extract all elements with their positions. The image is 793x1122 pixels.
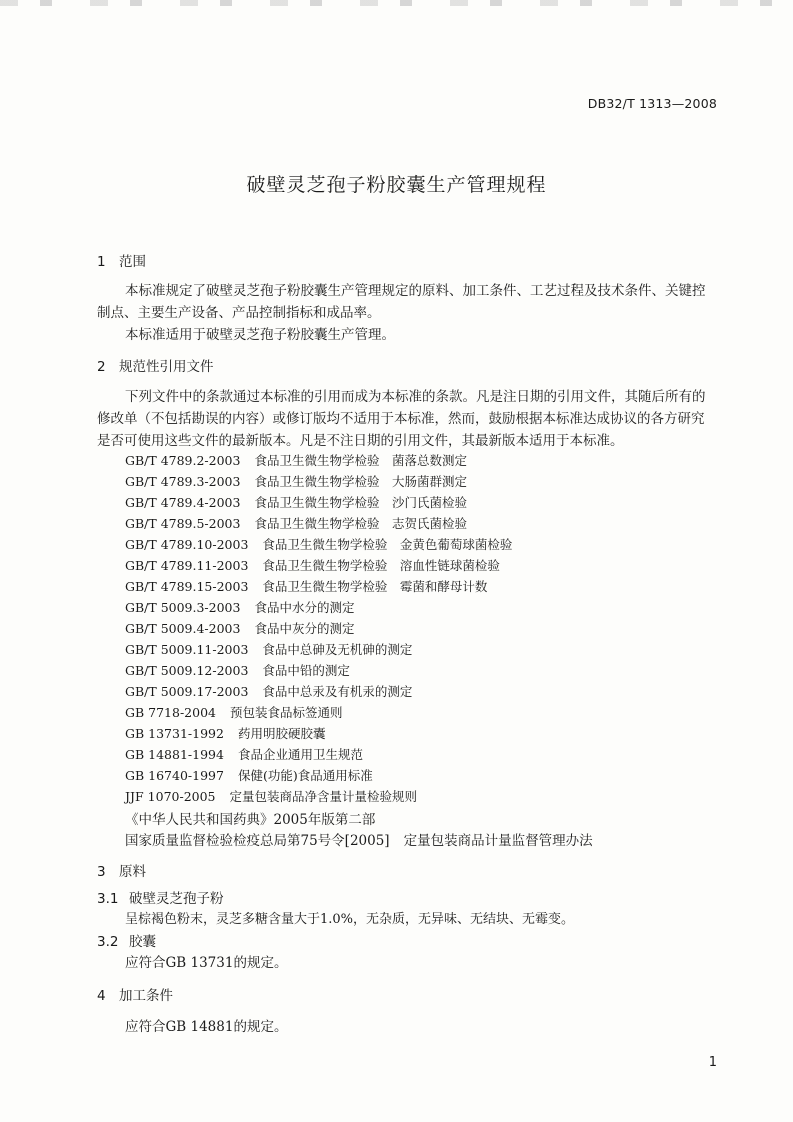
section-title: 原料 xyxy=(119,864,146,880)
reference-title: 食品卫生微生物学检验 溶血性链球菌检验 xyxy=(262,558,500,573)
reference-code: GB/T 4789.3-2003 xyxy=(125,474,241,489)
reference-code: GB/T 5009.11-2003 xyxy=(125,642,249,657)
paragraph-line: 下列文件中的条款通过本标准的引用而成为本标准的条款。凡是注日期的引用文件，其随后所有的 xyxy=(125,389,706,405)
reference-item xyxy=(125,535,512,553)
reference-title: 食品卫生微生物学检验 菌落总数测定 xyxy=(254,453,467,468)
reference-item xyxy=(125,577,487,595)
standard-number: DB32/T 1313—2008 xyxy=(587,96,717,111)
reference-title: 预包装食品标签通则 xyxy=(230,705,343,720)
paragraph-line: 本标准适用于破壁灵芝孢子粉胶囊生产管理。 xyxy=(125,327,395,343)
page-number: 1 xyxy=(708,1055,717,1070)
paragraph-line: 呈棕褐色粉末，灵芝多糖含量大于1.0%，无杂质，无异味、无结块、无霉变。 xyxy=(125,912,575,927)
subsection-number: 3.2 xyxy=(97,934,119,950)
reference-item xyxy=(125,682,412,700)
reference-item xyxy=(125,514,467,532)
section-1-heading xyxy=(97,250,146,270)
reference-title: 食品卫生微生物学检验 沙门氏菌检验 xyxy=(254,495,467,510)
reference-code: GB/T 4789.10-2003 xyxy=(125,537,249,552)
section-4-heading xyxy=(97,984,173,1004)
reference-item xyxy=(125,787,417,805)
reference-code: 国家质量监督检验检疫总局第75号令[2005] xyxy=(125,833,390,849)
reference-title: 食品企业通用卫生规范 xyxy=(237,747,363,762)
reference-code: GB/T 4789.15-2003 xyxy=(125,579,249,594)
reference-code: GB/T 5009.17-2003 xyxy=(125,684,249,699)
reference-item xyxy=(125,619,354,637)
paragraph-line: 本标准规定了破壁灵芝孢子粉胶囊生产管理规定的原料、加工条件、工艺过程及技术条件、关键控 xyxy=(125,283,706,299)
paragraph-line: 制点、主要生产设备、产品控制指标和成品率。 xyxy=(97,305,381,321)
section-title: 范围 xyxy=(119,254,146,270)
reference-title: 食品中水分的测定 xyxy=(254,600,355,615)
reference-title: 食品中总砷及无机砷的测定 xyxy=(262,642,413,657)
subsection-title: 胶囊 xyxy=(129,934,156,950)
reference-title: 食品卫生微生物学检验 霉菌和酵母计数 xyxy=(262,579,488,594)
reference-code: GB/T 4789.2-2003 xyxy=(125,453,241,468)
section-title: 规范性引用文件 xyxy=(119,359,214,375)
reference-item xyxy=(125,598,354,616)
reference-title: 食品卫生微生物学检验 金黄色葡萄球菌检验 xyxy=(262,537,513,552)
section-2-heading xyxy=(97,355,214,375)
reference-title: 保健(功能)食品通用标准 xyxy=(237,768,373,783)
section-3-heading xyxy=(97,860,146,880)
reference-code: GB/T 5009.3-2003 xyxy=(125,600,241,615)
reference-item xyxy=(125,661,350,679)
reference-title: 定量包装商品净含量计量检验规则 xyxy=(229,789,418,804)
section-number: 4 xyxy=(97,988,106,1004)
reference-item xyxy=(125,703,343,721)
reference-title: 药用明胶硬胶囊 xyxy=(237,726,326,741)
subsection-3-2-heading xyxy=(97,930,156,950)
document-title: 破壁灵芝孢子粉胶囊生产管理规程 xyxy=(246,174,547,196)
reference-code: GB/T 4789.11-2003 xyxy=(125,558,249,573)
reference-title: 食品卫生微生物学检验 大肠菌群测定 xyxy=(254,474,467,489)
reference-code: GB 13731-1992 xyxy=(125,726,224,741)
reference-item xyxy=(125,829,593,849)
paragraph-line: 是否可使用这些文件的最新版本。凡是不注日期的引用文件，其最新版本适用于本标准。 xyxy=(97,433,624,449)
reference-code: GB 14881-1994 xyxy=(125,747,224,762)
section-title: 加工条件 xyxy=(119,988,173,1004)
reference-item xyxy=(125,493,467,511)
reference-title: 食品中灰分的测定 xyxy=(254,621,355,636)
scan-edge-artifact xyxy=(0,0,793,6)
reference-item xyxy=(125,745,363,763)
reference-item xyxy=(125,472,467,490)
subsection-title: 破壁灵芝孢子粉 xyxy=(129,891,224,907)
paragraph-line: 修改单（不包括勘误的内容）或修订版均不适用于本标准，然而，鼓励根据本标准达成协议的各方研究 xyxy=(97,411,705,427)
reference-title: 定量包装商品计量监督管理办法 xyxy=(403,833,593,849)
reference-code: GB 7718-2004 xyxy=(125,705,216,720)
paragraph-line: 应符合GB 14881的规定。 xyxy=(125,1019,288,1035)
section-number: 2 xyxy=(97,359,106,375)
reference-item xyxy=(125,451,467,469)
section-number: 1 xyxy=(97,254,106,270)
reference-title: 食品中总汞及有机汞的测定 xyxy=(262,684,413,699)
reference-code: GB/T 5009.12-2003 xyxy=(125,663,249,678)
reference-code: GB/T 5009.4-2003 xyxy=(125,621,241,636)
reference-code: GB/T 4789.4-2003 xyxy=(125,495,241,510)
reference-code: 《中华人民共和国药典》2005年版第二部 xyxy=(125,812,376,828)
reference-item xyxy=(125,640,412,658)
reference-code: JJF 1070-2005 xyxy=(125,789,216,804)
reference-item xyxy=(125,724,325,742)
reference-item xyxy=(125,808,375,828)
section-number: 3 xyxy=(97,864,106,880)
reference-item xyxy=(125,556,500,574)
subsection-3-1-heading xyxy=(97,887,224,907)
paragraph-line: 应符合GB 13731的规定。 xyxy=(125,955,288,971)
subsection-number: 3.1 xyxy=(97,891,119,907)
reference-title: 食品中铅的测定 xyxy=(262,663,350,678)
reference-title: 食品卫生微生物学检验 志贺氏菌检验 xyxy=(254,516,467,531)
reference-code: GB/T 4789.5-2003 xyxy=(125,516,241,531)
reference-item xyxy=(125,766,373,784)
reference-code: GB 16740-1997 xyxy=(125,768,224,783)
